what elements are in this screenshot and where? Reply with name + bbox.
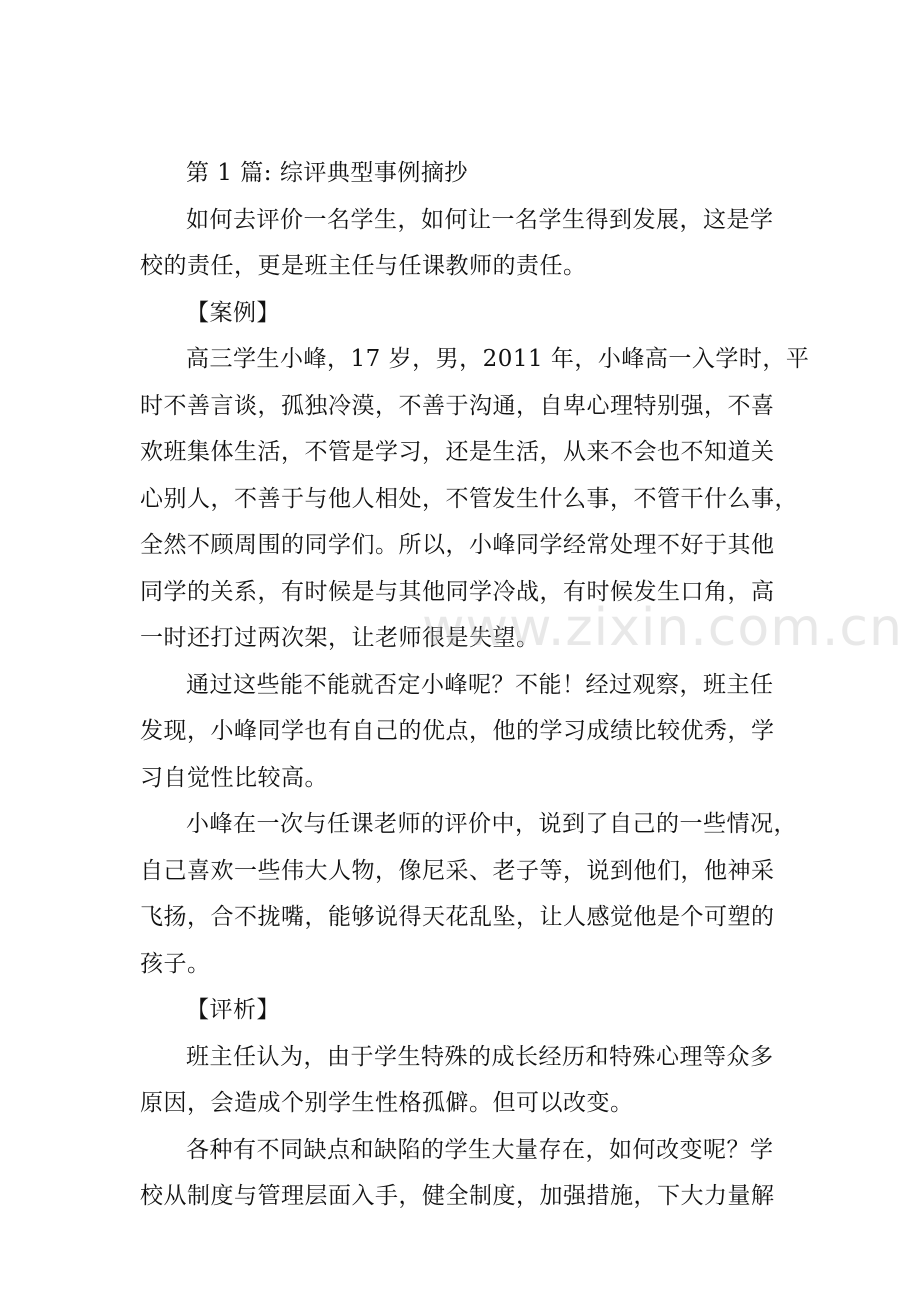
section-heading-analysis: 【评析】 [186,997,280,1023]
paragraph-line: 同学的关系，有时候是与其他同学冷战，有时候发生口角，高 [140,578,775,605]
paragraph-line: 欢班集体生活，不管是学习，还是生活，从来不会也不知道关 [140,439,775,465]
paragraph-line: 通过这些能不能就否定小峰呢？不能！经过观察，班主任 [186,671,774,698]
section-heading-case: 【案例】 [186,299,280,326]
paragraph-line: 原因，会造成个别学生性格孤僻。但可以改变。 [140,1090,634,1116]
document-title: 第 1 篇: 综评典型事例摘抄 [186,160,468,186]
paragraph-line: 时不善言谈，孤独冷漠，不善于沟通，自卑心理特别强，不喜 [140,392,775,419]
paragraph-line: 发现，小峰同学也有自己的优点，他的学习成绩比较优秀，学 [140,718,775,744]
paragraph-line: 自己喜欢一些伟大人物，像尼采、老子等，说到他们，他神采 [140,857,775,884]
paragraph-line: 高三学生小峰，17 岁，男，2011 年，小峰高一入学时，平 [186,346,810,372]
paragraph-line: 班主任认为，由于学生特殊的成长经历和特殊心理等众多 [186,1043,774,1070]
paragraph-line: 校从制度与管理层面入手，健全制度，加强措施，下大力量解 [140,1183,775,1209]
paragraph-line: 一时还打过两次架，让老师很是失望。 [140,625,540,651]
document-body [140,150,810,1220]
paragraph-line: 孩子。 [140,950,211,977]
paragraph-line: 各种有不同缺点和缺陷的学生大量存在，如何改变呢？学 [186,1136,774,1163]
paragraph-line: 心别人，不善于与他人相处，不管发生什么事，不管干什么事， [140,485,798,512]
paragraph-line: 校的责任，更是班主任与任课教师的责任。 [140,253,587,279]
paragraph-line: 如何去评价一名学生，如何让一名学生得到发展，这是学 [186,206,774,233]
paragraph-line: 习自觉性比较高。 [140,764,328,791]
watermark: www.zixin.com.cn [422,598,903,658]
paragraph-line: 小峰在一次与任课老师的评价中，说到了自己的一些情况， [186,811,797,837]
paragraph-line: 全然不顾周围的同学们。所以，小峰同学经常处理不好于其他 [140,532,775,558]
paragraph-line: 飞扬，合不拢嘴，能够说得天花乱坠，让人感觉他是个可塑的 [140,904,775,930]
